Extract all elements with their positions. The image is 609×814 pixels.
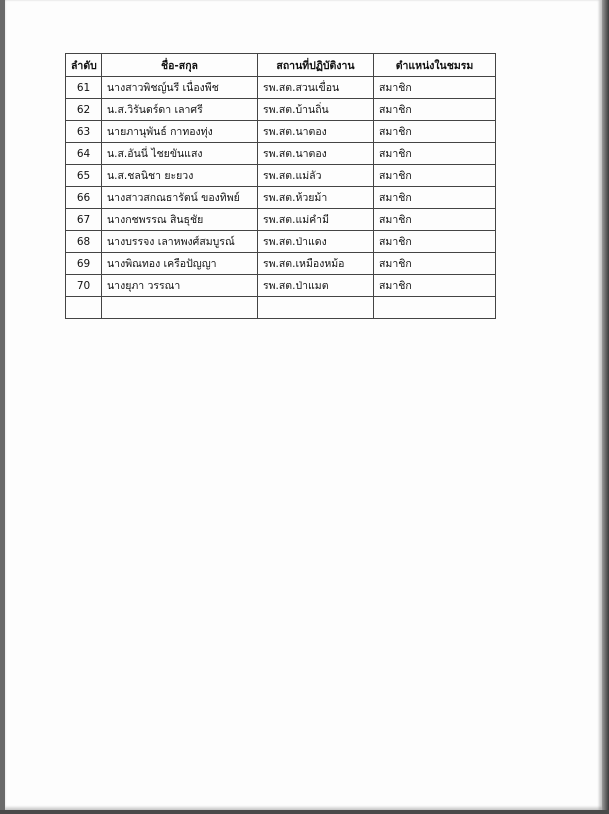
cell-position: สมาชิก	[374, 143, 496, 165]
cell-position: สมาชิก	[374, 165, 496, 187]
page-bottom-edge	[0, 810, 609, 814]
table-row	[66, 253, 496, 275]
table-row	[66, 297, 496, 319]
cell-position: สมาชิก	[374, 99, 496, 121]
cell-workplace: รพ.สต.บ้านถิ่น	[258, 99, 374, 121]
cell-order: 62	[66, 99, 102, 121]
cell-name: นางยุภา วรรณา	[102, 275, 258, 297]
cell-workplace: รพ.สต.เหมืองหม้อ	[258, 253, 374, 275]
cell-name: นางพิณทอง เครือปัญญา	[102, 253, 258, 275]
cell-workplace: รพ.สต.ป่าแดง	[258, 231, 374, 253]
document-page	[5, 0, 602, 810]
header-name: ชื่อ-สกุล	[102, 54, 258, 77]
table-row	[66, 165, 496, 187]
cell-name: น.ส.ชลนิชา ยะยวง	[102, 165, 258, 187]
table-body	[66, 77, 496, 319]
cell-position: สมาชิก	[374, 77, 496, 99]
cell-order: 69	[66, 253, 102, 275]
table-row	[66, 275, 496, 297]
members-table	[65, 53, 496, 319]
cell-order: 65	[66, 165, 102, 187]
table-header-row	[66, 54, 496, 77]
cell-position: สมาชิก	[374, 231, 496, 253]
cell-name: นางกชพรรณ สินธุชัย	[102, 209, 258, 231]
cell-position: สมาชิก	[374, 275, 496, 297]
cell-position: สมาชิก	[374, 253, 496, 275]
cell-name: น.ส.อันนี่ ไชยขันแสง	[102, 143, 258, 165]
cell-order	[66, 297, 102, 319]
table-row	[66, 187, 496, 209]
cell-position: สมาชิก	[374, 187, 496, 209]
cell-position: สมาชิก	[374, 209, 496, 231]
table-row	[66, 143, 496, 165]
cell-name: น.ส.วิรันดร์ดา เลาศรี	[102, 99, 258, 121]
cell-workplace: รพ.สต.นาตอง	[258, 143, 374, 165]
cell-position: สมาชิก	[374, 121, 496, 143]
cell-order: 63	[66, 121, 102, 143]
table-row	[66, 231, 496, 253]
cell-order: 67	[66, 209, 102, 231]
cell-name: นางสาวสกณธารัตน์ ของทิพย์	[102, 187, 258, 209]
cell-workplace: รพ.สต.แม่คำมี	[258, 209, 374, 231]
cell-order: 64	[66, 143, 102, 165]
header-workplace: สถานที่ปฏิบัติงาน	[258, 54, 374, 77]
cell-name	[102, 297, 258, 319]
header-order: ลำดับ	[66, 54, 102, 77]
cell-name: นายภานุพันธ์ กาทองทุ่ง	[102, 121, 258, 143]
cell-order: 61	[66, 77, 102, 99]
table-row	[66, 121, 496, 143]
table-row	[66, 209, 496, 231]
cell-workplace: รพ.สต.ห้วยม้า	[258, 187, 374, 209]
page-edge-shadow	[602, 0, 609, 814]
cell-order: 68	[66, 231, 102, 253]
cell-name: นางสาวพิชญ์นรี เนื่องพืช	[102, 77, 258, 99]
cell-workplace: รพ.สต.สวนเขื่อน	[258, 77, 374, 99]
cell-workplace: รพ.สต.ป่าแมต	[258, 275, 374, 297]
cell-workplace: รพ.สต.นาตอง	[258, 121, 374, 143]
header-position: ตำแหน่งในชมรม	[374, 54, 496, 77]
cell-name: นางบรรจง เลาหพงศ์สมบูรณ์	[102, 231, 258, 253]
cell-position	[374, 297, 496, 319]
cell-order: 66	[66, 187, 102, 209]
cell-workplace	[258, 297, 374, 319]
table-row	[66, 99, 496, 121]
cell-order: 70	[66, 275, 102, 297]
cell-workplace: รพ.สต.แม่ลัว	[258, 165, 374, 187]
table-row	[66, 77, 496, 99]
